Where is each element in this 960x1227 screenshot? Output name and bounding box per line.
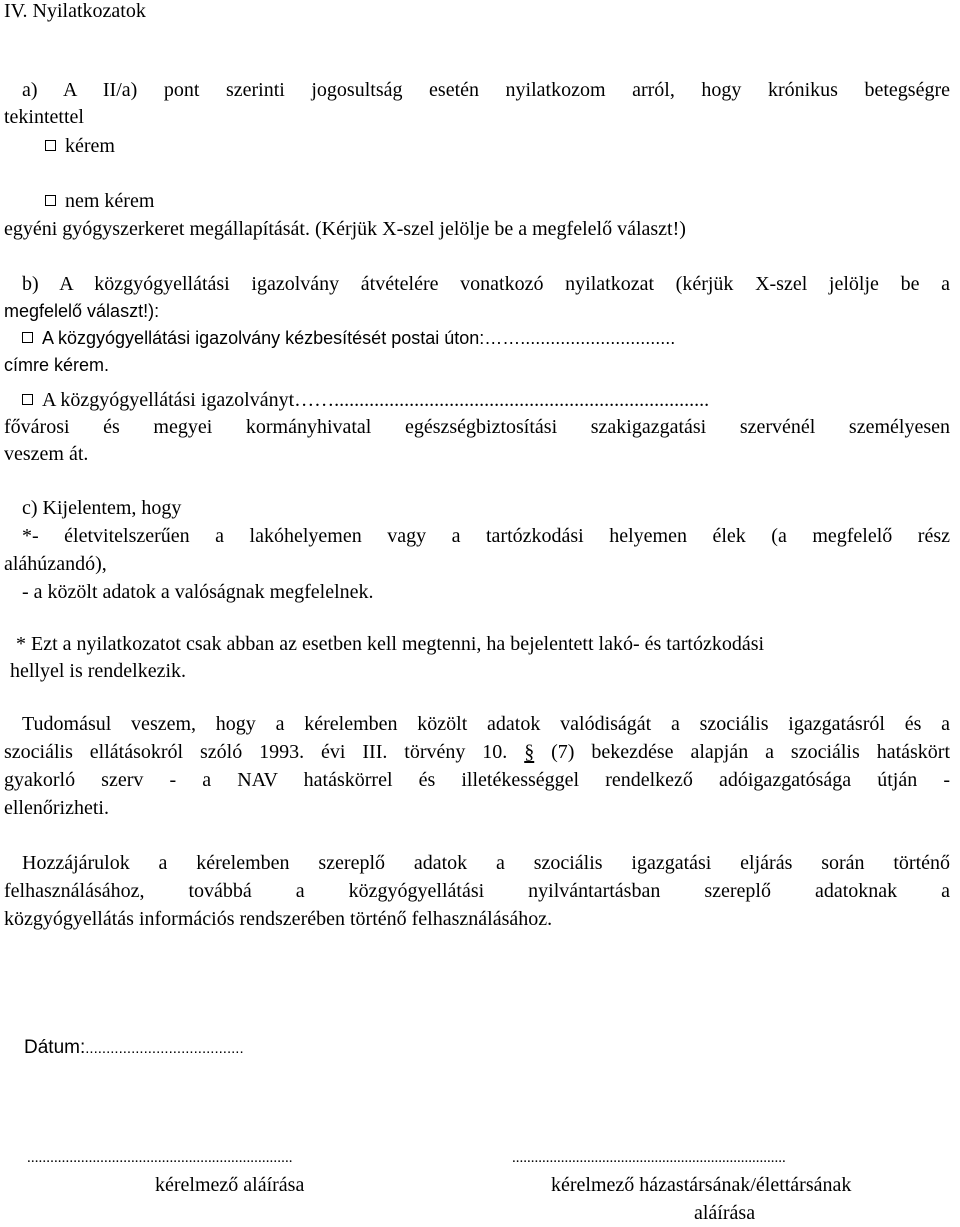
option-postal-delivery[interactable] bbox=[22, 325, 675, 352]
section-title: IV. Nyilatkozatok bbox=[4, 0, 146, 22]
option-personal-pickup-label: A közgyógyellátási igazolványt……........................................................................... bbox=[42, 389, 710, 411]
statement-c-line4: - a közölt adatok a valóságnak megfelelnek. bbox=[22, 581, 374, 603]
consent-line1: Hozzájárulok a kérelemben szereplő adatok a szociális igazgatási eljárás során történő bbox=[22, 852, 950, 874]
footnote-line2: hellyel is rendelkezik. bbox=[10, 660, 187, 682]
footnote-line1: * Ezt a nyilatkozatot csak abban az esetben kell megtenni, ha bejelentett lakó- és tartózkodási bbox=[16, 633, 765, 655]
option-kerem[interactable] bbox=[45, 133, 115, 160]
checkbox-nem-kerem[interactable] bbox=[45, 195, 56, 206]
right-signature-label2: aláírása bbox=[694, 1202, 756, 1224]
date-field[interactable] bbox=[24, 1034, 244, 1062]
option-personal-pickup-cont1: fővárosi és megyei kormányhivatal egészségbiztosítási szakigazgatási szervénél személyesen bbox=[4, 416, 950, 438]
left-signature-dots bbox=[27, 1145, 472, 1172]
statement-a-line1: a) A II/a) pont szerinti jogosultság esetén nyilatkozom arról, hogy krónikus betegségre bbox=[22, 79, 950, 101]
right-signature-dots: ......................................................................... bbox=[512, 1150, 786, 1166]
acknowledge-line4: ellenőrizheti. bbox=[4, 797, 109, 819]
acknowledge-line2 bbox=[4, 739, 950, 766]
acknowledge-line2-part1: szociális ellátásokról szóló 1993. évi III. törvény 10. bbox=[4, 741, 508, 763]
consent-line3: közgyógyellátás információs rendszerében történő felhasználásához. bbox=[4, 908, 553, 930]
checkbox-kerem[interactable] bbox=[45, 140, 56, 151]
option-nem-kerem-label: nem kérem bbox=[65, 190, 155, 212]
statement-a-line2: tekintettel bbox=[4, 106, 84, 128]
option-personal-pickup[interactable] bbox=[22, 387, 709, 414]
statement-c-line3: aláhúzandó), bbox=[4, 553, 107, 575]
acknowledge-line1: Tudomásul veszem, hogy a kérelemben közölt adatok valódiságát a szociális igazgatásról és a bbox=[22, 713, 950, 735]
option-personal-pickup-cont2: veszem át. bbox=[4, 443, 89, 465]
section-sign: § bbox=[524, 741, 535, 763]
statement-b-line1: b) A közgyógyellátási igazolvány átvételére vonatkozó nyilatkozat (kérjük X-szel jelölje be a bbox=[22, 273, 950, 295]
left-signature-dots-text: ..................................................................... bbox=[27, 1150, 293, 1166]
acknowledge-line3: gyakorló szerv - a NAV hatáskörrel és illetékességgel rendelkező adóigazgatósága útján - bbox=[4, 769, 950, 791]
option-kerem-label: kérem bbox=[65, 135, 115, 157]
option-postal-delivery-label: A közgyógyellátási igazolvány kézbesítését postai úton:……............................... bbox=[42, 328, 676, 348]
checkbox-postal-delivery[interactable] bbox=[22, 332, 33, 343]
option-postal-delivery-cont: címre kérem. bbox=[4, 355, 110, 375]
date-dots: ...................................... bbox=[85, 1040, 244, 1057]
right-signature-label1: kérelmező házastársának/élettársának bbox=[551, 1174, 852, 1196]
statement-b-line2: megfelelő választ!): bbox=[4, 301, 160, 321]
date-label: Dátum: bbox=[24, 1037, 86, 1058]
statement-c-line1: c) Kijelentem, hogy bbox=[22, 497, 182, 519]
checkbox-personal-pickup[interactable] bbox=[22, 394, 33, 405]
statement-a-line3: egyéni gyógyszerkeret megállapítását. (Kérjük X-szel jelölje be a megfelelő választ!) bbox=[4, 218, 686, 240]
consent-line2: felhasználásához, továbbá a közgyógyellátási nyilvántartásban szereplő adatoknak a bbox=[4, 880, 950, 902]
left-signature-label: kérelmező aláírása bbox=[155, 1174, 305, 1196]
option-nem-kerem[interactable] bbox=[45, 188, 154, 215]
statement-c-line2: *- életvitelszerűen a lakóhelyemen vagy a tartózkodási helyemen élek (a megfelelő rész bbox=[22, 525, 950, 547]
acknowledge-line2-part2: (7) bekezdése alapján a szociális hatáskört bbox=[551, 741, 950, 763]
